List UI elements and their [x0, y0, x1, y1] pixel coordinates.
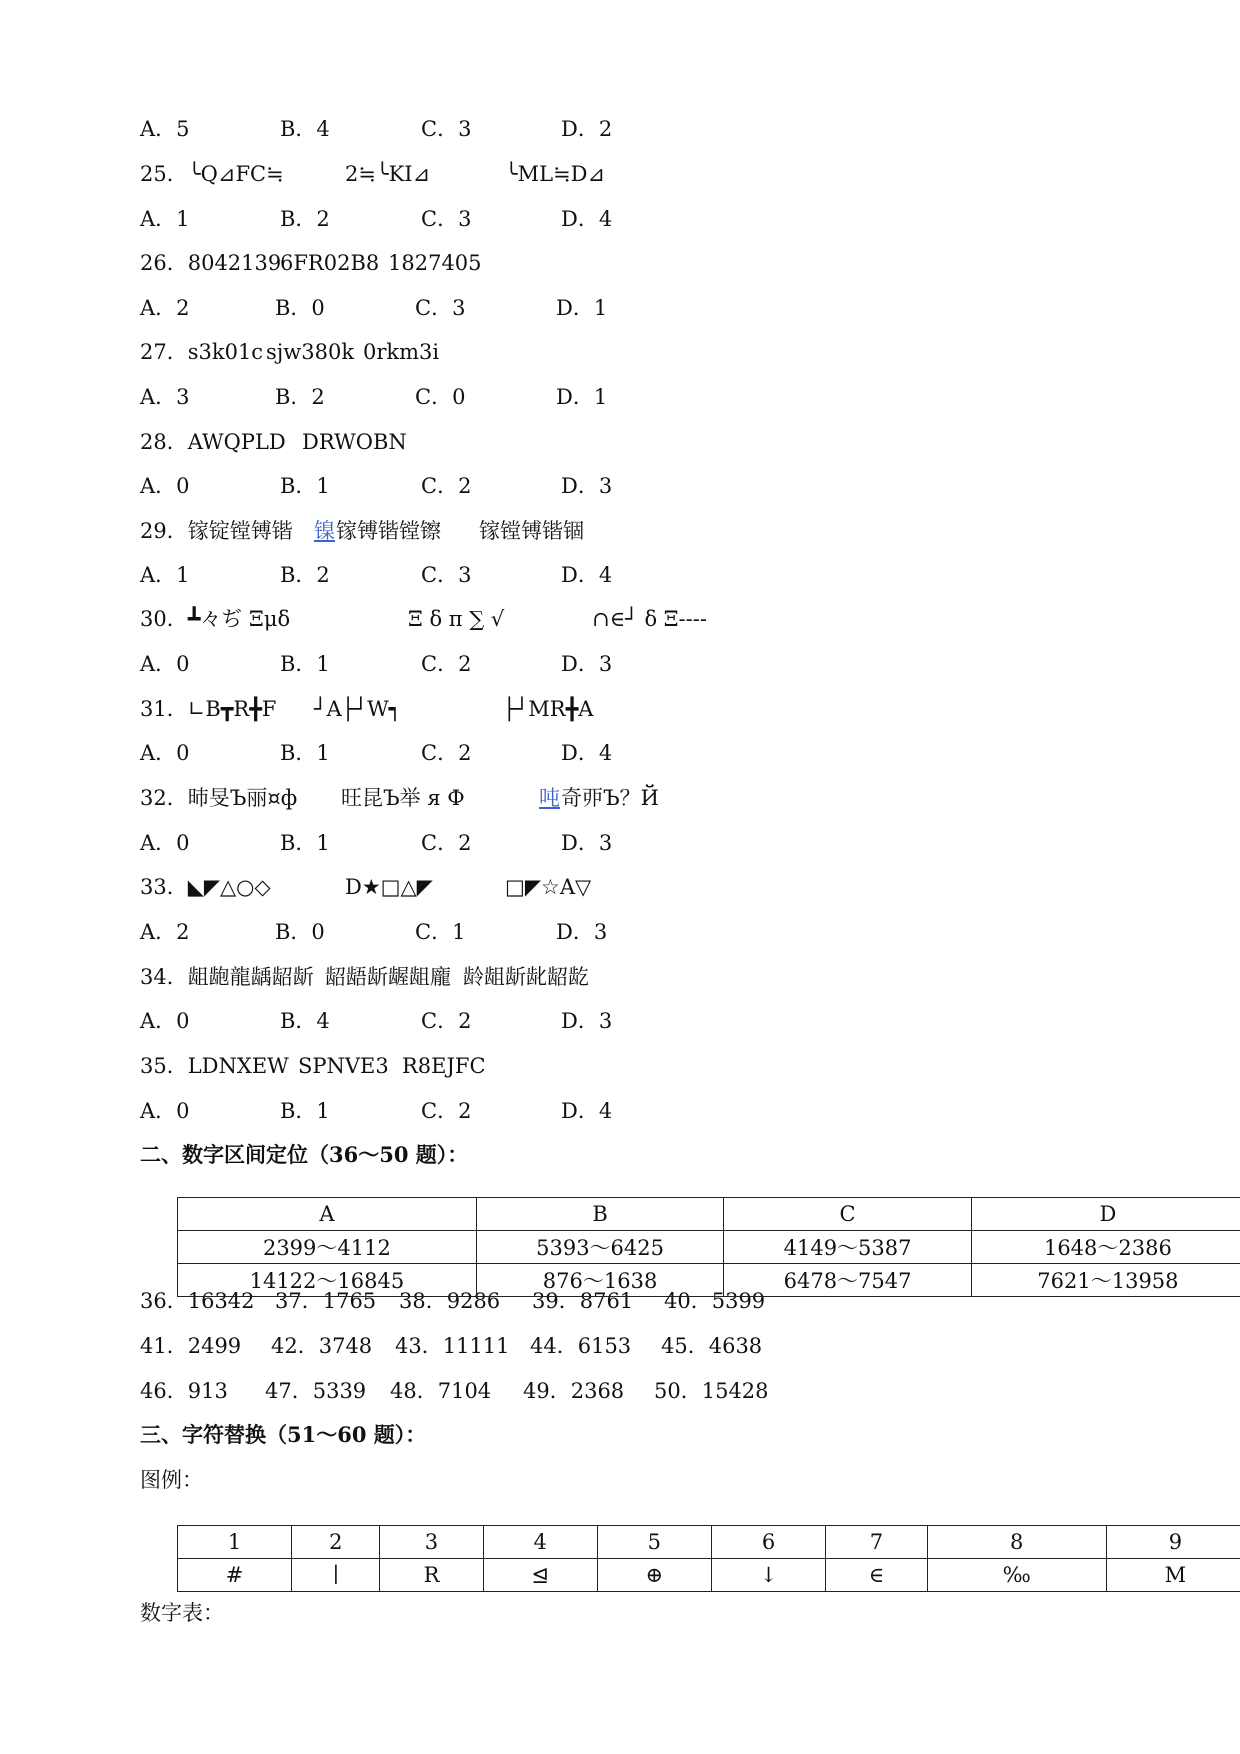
table-cell: 6 — [711, 1526, 825, 1559]
text-segment: B．0 — [275, 920, 325, 944]
table-row — [178, 1231, 1240, 1264]
text-segment: A．3 — [140, 385, 190, 409]
text-segment: 49．2368 — [523, 1379, 625, 1403]
text-segment: ╰ML≒D⊿ — [505, 162, 606, 186]
table-cell: 8 — [927, 1526, 1106, 1559]
table-cell: 6478～7547 — [724, 1264, 972, 1297]
text-segment: B．1 — [280, 652, 330, 676]
table-cell: ↓ — [711, 1559, 825, 1592]
text-segment: D．3 — [561, 831, 613, 855]
table-cell: ∈ — [826, 1559, 928, 1592]
table-row — [178, 1264, 1240, 1297]
table-cell: 3 — [380, 1526, 483, 1559]
digit-table-label: 数字表： — [140, 1601, 224, 1625]
text-segment: C．2 — [421, 741, 472, 765]
text-segment: sjw380k — [266, 340, 355, 364]
table-cell: # — [178, 1559, 292, 1592]
table-cell: 876～1638 — [476, 1264, 724, 1297]
text-segment: 44．6153 — [530, 1334, 632, 1358]
text-segment: 镓镗镈锴锢 — [479, 519, 584, 543]
text-segment: 三、字符替换（51～60 题）： — [140, 1422, 427, 1447]
text-segment: 31．∟B┳R╋F — [140, 697, 277, 721]
table-cell: 1648～2386 — [971, 1231, 1240, 1264]
text-segment: 27．s3k01c — [140, 340, 264, 364]
text-segment: B．1 — [280, 831, 330, 855]
text-segment: 龄龃龂龀龆龁 — [463, 965, 589, 989]
table-cell: B — [476, 1198, 724, 1231]
text-segment: 1827405 — [388, 251, 482, 275]
text-segment: 奇丣Ъ？Й — [561, 786, 659, 810]
text-segment: D．4 — [561, 207, 613, 231]
table-cell: 7 — [826, 1526, 928, 1559]
text-segment: A．0 — [140, 1009, 190, 1033]
table-cell: ⊴ — [483, 1559, 597, 1592]
text-segment: D．3 — [561, 652, 613, 676]
linked-character[interactable]: 镍 — [314, 519, 335, 543]
text-segment: 47．5339 — [265, 1379, 367, 1403]
text-segment: B．2 — [280, 563, 330, 587]
text-segment: 32．昁旻Ъ丽¤ф — [140, 786, 298, 810]
text-segment: A．1 — [140, 207, 190, 231]
table-cell: 5393～6425 — [476, 1231, 724, 1264]
text-segment: 龆龉龂龌龃龐 — [325, 965, 451, 989]
text-segment: 2≒╰KI⊿ — [345, 162, 431, 186]
table-cell: M — [1106, 1559, 1240, 1592]
table-cell: A — [178, 1198, 477, 1231]
text-segment: C．2 — [421, 1009, 472, 1033]
text-segment: A．2 — [140, 296, 190, 320]
text-segment: 43．11111 — [395, 1334, 510, 1358]
text-segment: C．0 — [415, 385, 466, 409]
text-segment: 39．8761 — [532, 1289, 634, 1313]
text-segment: Ξ δ π ∑ √ — [408, 607, 505, 631]
table-cell: 14122～16845 — [178, 1264, 477, 1297]
legend-table — [177, 1525, 1240, 1592]
linked-character[interactable]: 吨 — [539, 786, 560, 810]
text-segment: A．0 — [140, 1099, 190, 1123]
text-segment: 26．8042139 — [140, 251, 282, 275]
table-cell: ∣ — [292, 1559, 380, 1592]
table-cell: 9 — [1106, 1526, 1240, 1559]
text-segment: A．0 — [140, 474, 190, 498]
table-cell: 7621～13958 — [971, 1264, 1240, 1297]
text-segment: A．1 — [140, 563, 190, 587]
table-cell: 5 — [597, 1526, 711, 1559]
text-segment: B．1 — [280, 1099, 330, 1123]
table-row — [178, 1526, 1240, 1559]
text-segment: 33．◣◤△○◇ — [140, 875, 271, 899]
text-segment: 46．913 — [140, 1379, 228, 1403]
text-segment: 34．龃龅龍龋龆龂 — [140, 965, 314, 989]
table-cell: 4 — [483, 1526, 597, 1559]
text-segment: 35．LDNXEW — [140, 1054, 289, 1078]
text-segment: DRWOBN — [302, 430, 407, 454]
text-segment: SPNVE3 — [298, 1054, 389, 1078]
text-segment: A．0 — [140, 741, 190, 765]
text-segment: 48．7104 — [390, 1379, 492, 1403]
text-segment: 0rkm3i — [363, 340, 440, 364]
table-cell: 4149～5387 — [724, 1231, 972, 1264]
text-segment: C．1 — [415, 920, 466, 944]
text-segment: 42．3748 — [271, 1334, 373, 1358]
text-segment: 25． — [140, 162, 188, 186]
text-segment: A．0 — [140, 831, 190, 855]
table-cell: 2399～4112 — [178, 1231, 477, 1264]
text-segment: D．2 — [561, 117, 613, 141]
text-segment: 38．9286 — [399, 1289, 501, 1313]
text-segment: D．1 — [556, 296, 608, 320]
text-segment: C．3 — [421, 117, 472, 141]
text-segment: C．2 — [421, 1099, 472, 1123]
text-segment: 36．16342 — [140, 1289, 255, 1313]
table-cell: ⊕ — [597, 1559, 711, 1592]
table-cell: 2 — [292, 1526, 380, 1559]
table-cell: ‰ — [927, 1559, 1106, 1592]
text-segment: D．3 — [561, 1009, 613, 1033]
text-segment: □◤☆A▽ — [505, 875, 592, 899]
text-segment: ┘A├┘W┑ — [314, 697, 402, 721]
text-segment: D．3 — [561, 474, 613, 498]
text-segment: B．1 — [280, 741, 330, 765]
text-segment: 二、数字区间定位（36～50 题）： — [140, 1142, 469, 1167]
text-segment: D．4 — [561, 1099, 613, 1123]
text-segment: D．4 — [561, 741, 613, 765]
table-cell: 1 — [178, 1526, 292, 1559]
text-segment: 37．1765 — [275, 1289, 377, 1313]
text-segment: 镓镈锴镗镲 — [336, 519, 441, 543]
text-segment: 40．5399 — [664, 1289, 766, 1313]
text-segment: ∩∈┘ δ Ξ---- — [592, 607, 707, 631]
table-row — [178, 1559, 1240, 1592]
text-segment: D．3 — [556, 920, 608, 944]
text-segment: B．1 — [280, 474, 330, 498]
text-segment: A．5 — [140, 117, 190, 141]
text-segment: C．2 — [421, 831, 472, 855]
text-segment: B．4 — [280, 1009, 330, 1033]
text-segment: C．3 — [415, 296, 466, 320]
text-segment: 28．AWQPLD — [140, 430, 286, 454]
text-segment: R8EJFC — [402, 1054, 486, 1078]
text-segment: C．3 — [421, 207, 472, 231]
text-segment: D．1 — [556, 385, 608, 409]
text-segment: A．0 — [140, 652, 190, 676]
text-segment: C．2 — [421, 474, 472, 498]
text-segment: 6FR02B8 — [280, 251, 380, 275]
table-cell: C — [724, 1198, 972, 1231]
text-segment: 旺昆Ъ举 я Ф — [341, 786, 465, 810]
text-segment: D★□△◤ — [345, 875, 433, 899]
text-segment: ╰Q⊿FC≒ — [188, 162, 284, 186]
text-segment: ├┘MR╋A — [503, 697, 594, 721]
text-segment: A．2 — [140, 920, 190, 944]
text-segment: B．2 — [280, 207, 330, 231]
text-segment: 29．镓锭镗镈锴 — [140, 519, 293, 543]
text-segment: 30．┻々ぢ Ξμδ — [140, 607, 291, 631]
table-row — [178, 1198, 1240, 1231]
table-cell: D — [971, 1198, 1240, 1231]
interval-table — [177, 1197, 1240, 1297]
text-segment: 图例： — [140, 1468, 203, 1492]
text-segment: 41．2499 — [140, 1334, 242, 1358]
text-segment: B．2 — [275, 385, 325, 409]
text-segment: 45．4638 — [661, 1334, 763, 1358]
text-segment: B．0 — [275, 296, 325, 320]
text-segment: C．3 — [421, 563, 472, 587]
text-segment: C．2 — [421, 652, 472, 676]
text-segment: 50．15428 — [654, 1379, 769, 1403]
table-cell: R — [380, 1559, 483, 1592]
text-segment: B．4 — [280, 117, 330, 141]
text-segment: D．4 — [561, 563, 613, 587]
